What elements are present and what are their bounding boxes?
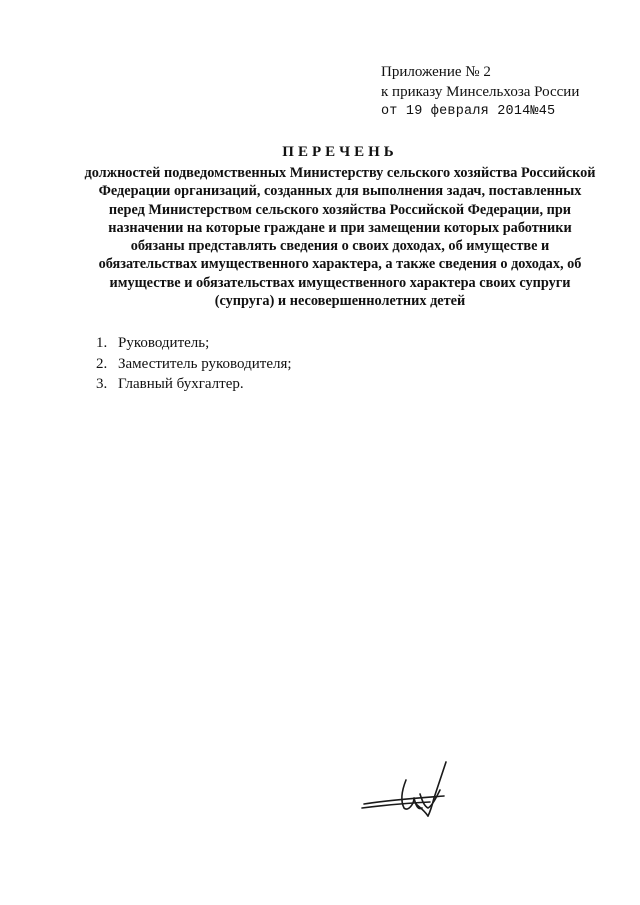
list-item-number: 1. <box>96 335 108 351</box>
positions-list <box>96 333 292 395</box>
list-item-text: Руководитель; <box>118 335 210 351</box>
list-item-text: Главный бухгалтер. <box>118 376 244 392</box>
list-item <box>96 333 292 354</box>
list-item <box>96 354 292 375</box>
list-item <box>96 374 292 395</box>
list-item-number: 3. <box>96 376 108 392</box>
document-title: ПЕРЕЧЕНЬ <box>282 144 398 160</box>
subtitle-line: (супруга) и несовершеннолетних детей <box>214 293 466 310</box>
appendix-order-date: от 19 февраля 2014№45 <box>381 104 556 119</box>
subtitle-line: Федерации организаций, созданных для выполнения задач, поставленных <box>98 183 582 200</box>
list-item-number: 2. <box>96 355 108 372</box>
appendix-number: Приложение № 2 <box>381 64 491 80</box>
subtitle-line: имуществе и обязательствах имущественного характера своих супруги <box>109 274 571 291</box>
appendix-header <box>381 62 621 122</box>
subtitle-line: должностей подведомственных Министерству сельского хозяйства Российской <box>84 165 596 181</box>
signature-icon <box>358 760 458 840</box>
subtitle-line: обязаны представлять сведения о своих доходах, об имуществе и <box>130 238 550 255</box>
subtitle-line: назначении на которые граждане и при замещении которых работники <box>108 219 572 236</box>
subtitle-line: перед Министерством сельского хозяйства Российской Федерации, при <box>108 201 572 218</box>
appendix-order-reference: к приказу Минсельхоза России <box>381 84 580 100</box>
subtitle-line: обязательствах имущественного характера, а также сведения о доходах, об <box>98 256 582 273</box>
list-item-text: Заместитель руководителя; <box>118 355 292 372</box>
document-subtitle <box>62 164 618 310</box>
